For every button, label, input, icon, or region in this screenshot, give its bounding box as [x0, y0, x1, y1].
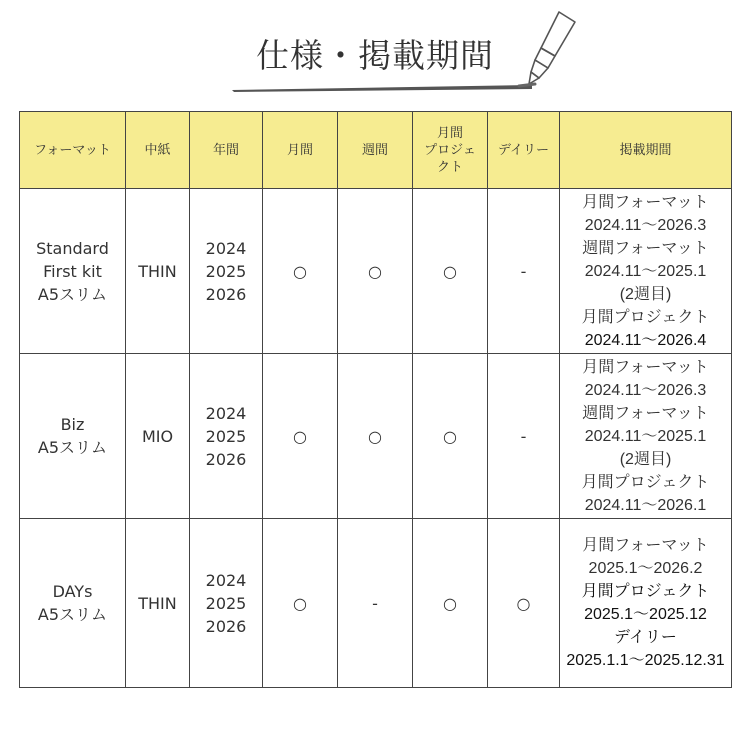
column-header: 中紙 — [126, 112, 190, 189]
weekly-cell: ○ — [338, 189, 413, 354]
page-title: 仕様・掲載期間 — [256, 36, 494, 75]
daily-cell: ○ — [488, 519, 560, 688]
period-cell — [560, 189, 732, 354]
daily-cell: - — [488, 189, 560, 354]
period-text: 月間フォーマット 2024.11〜2026.3 週間フォーマット 2024.11〜2025.1 (2週目) 月間プロジェクト 2024.11〜2026.1 — [581, 358, 710, 514]
column-header: 月間 — [263, 112, 338, 189]
monthly-cell: ○ — [263, 354, 338, 519]
column-header: デイリー — [488, 112, 560, 189]
period-text-emphasis: 月間プロジェクト 2025.1〜2025.12 デイリー 2025.1.1〜2025.12.31 — [566, 583, 725, 669]
highlighter-pen-icon — [515, 8, 585, 90]
table-row — [20, 189, 732, 354]
weekly-cell: ○ — [338, 354, 413, 519]
project-cell: ○ — [413, 519, 488, 688]
column-header: 週間 — [338, 112, 413, 189]
period-text: 月間フォーマット 2025.1〜2026.2 — [582, 537, 709, 577]
paper-cell: THIN — [126, 519, 190, 688]
table-row — [20, 354, 732, 519]
years-cell: 2024 2025 2026 — [190, 519, 263, 688]
format-cell: DAYs A5スリム — [20, 519, 126, 688]
column-header: 掲載期間 — [560, 112, 732, 189]
column-header: フォーマット — [20, 112, 126, 189]
format-cell: Biz A5スリム — [20, 354, 126, 519]
table-header-row — [20, 112, 732, 189]
monthly-cell: ○ — [263, 519, 338, 688]
column-header: 年間 — [190, 112, 263, 189]
project-cell: ○ — [413, 189, 488, 354]
project-cell: ○ — [413, 354, 488, 519]
paper-cell: MIO — [126, 354, 190, 519]
years-cell: 2024 2025 2026 — [190, 189, 263, 354]
period-text-emphasis: 2024.11〜2026.4 — [584, 331, 707, 349]
title-underline — [232, 84, 532, 92]
title-area — [0, 0, 750, 110]
period-cell — [560, 519, 732, 688]
period-cell — [560, 354, 732, 519]
monthly-cell: ○ — [263, 189, 338, 354]
paper-cell: THIN — [126, 189, 190, 354]
table-row — [20, 519, 732, 688]
weekly-cell: - — [338, 519, 413, 688]
column-header: 月間 プロジェ クト — [413, 112, 488, 189]
format-cell: Standard First kit A5スリム — [20, 189, 126, 354]
spec-table — [19, 111, 732, 688]
years-cell: 2024 2025 2026 — [190, 354, 263, 519]
daily-cell: - — [488, 354, 560, 519]
period-text: 月間フォーマット 2024.11〜2026.3 週間フォーマット 2024.11〜2025.1 (2週目) 月間プロジェクト — [581, 193, 710, 326]
